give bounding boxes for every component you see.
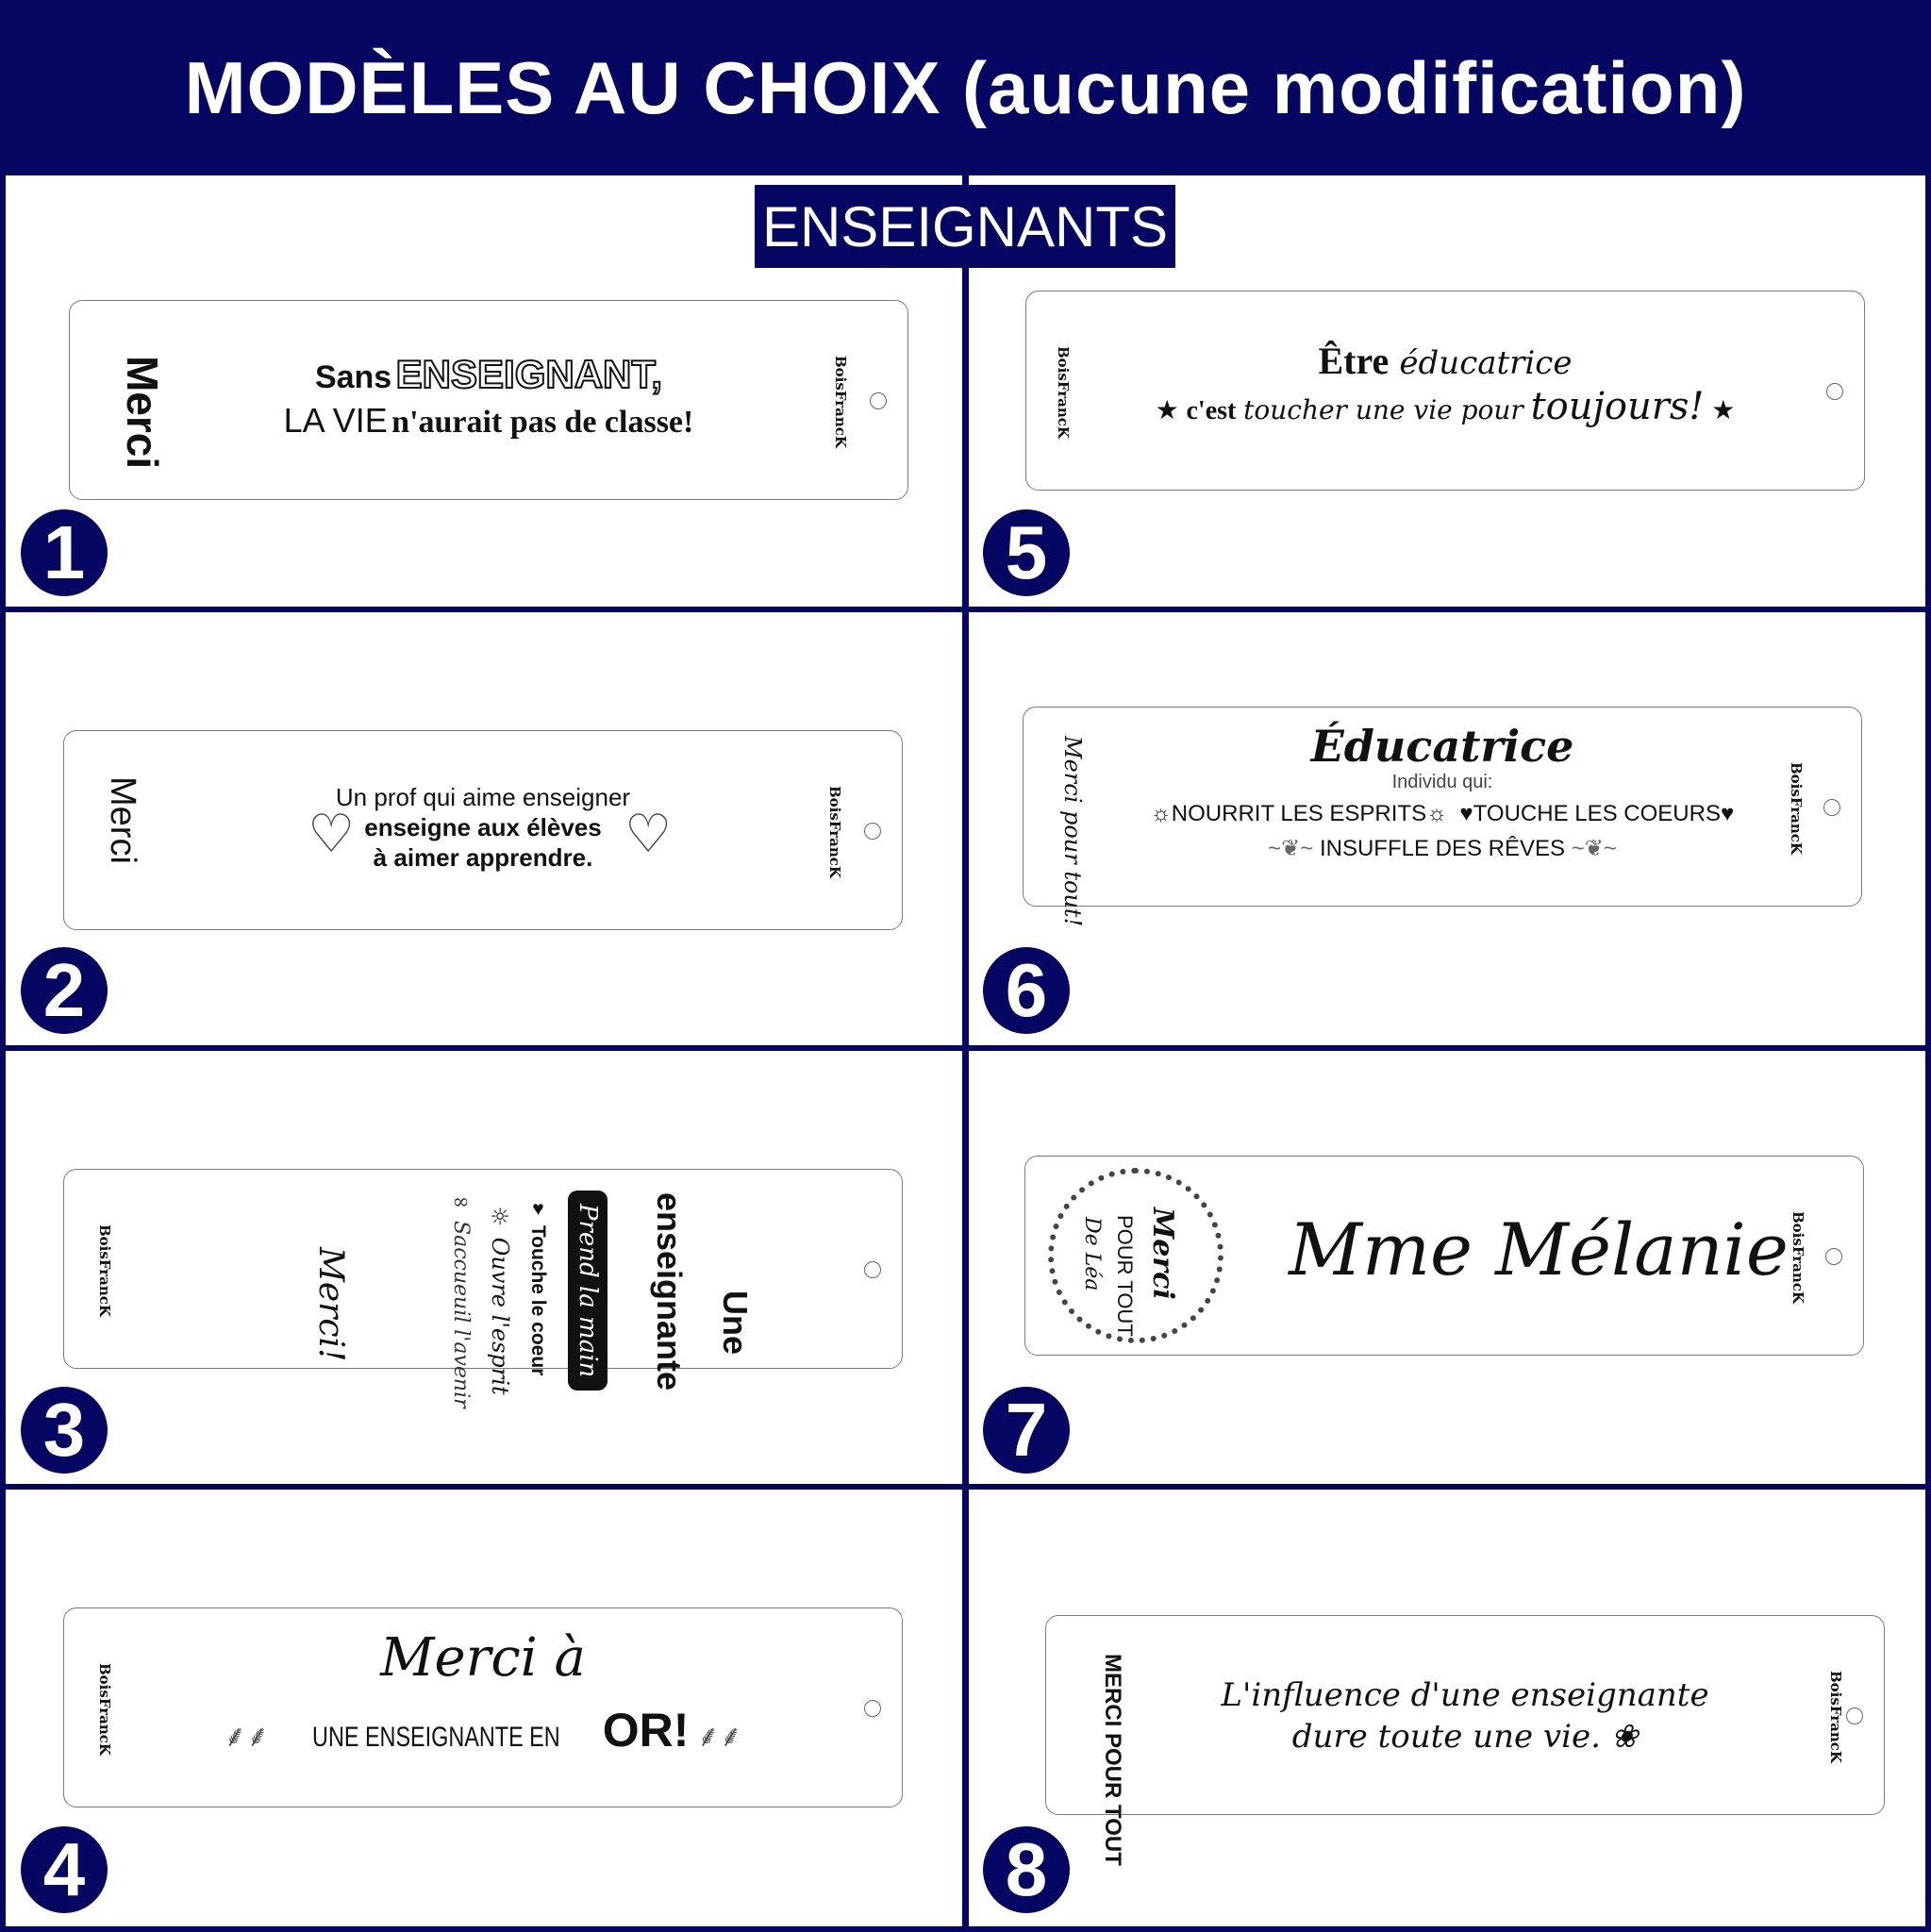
quote: [64, 782, 902, 873]
star-icon: ★: [1711, 395, 1736, 425]
bookmark-hole: [864, 1261, 881, 1278]
quote-line: ♥ Touche le coeur: [527, 1198, 549, 1376]
heart-icon: ♡: [308, 804, 356, 863]
model-number-6[interactable]: 6: [983, 947, 1070, 1034]
quote-banner: Prend la main: [568, 1191, 608, 1391]
bookmark-model-5[interactable]: [1025, 291, 1865, 491]
brand-mark: BoisFrancK: [96, 1224, 113, 1317]
row-divider: [0, 1045, 1931, 1051]
quote-line: n'aurait pas de classe!: [391, 405, 694, 440]
quote-line: à aimer apprendre.: [373, 843, 593, 872]
teacher-name: Mme Mélanie: [1289, 1208, 1789, 1291]
quote: Éducatrice Individu qui: ☼NOURRIT LES ESPRITS☼ ♥TOUCHE LES COEURS♥ ~❦~ INSUFFLE DES RÊVES ~❦~: [1024, 721, 1861, 862]
quote-subtitle: Individu qui:: [1391, 772, 1493, 792]
brand-mark: BoisFrancK: [1055, 346, 1072, 439]
heart-icon: ♡: [624, 804, 673, 863]
bookmark-hole: [1823, 799, 1840, 816]
quote: [70, 352, 907, 441]
quote-word: LA VIE: [283, 401, 388, 440]
heart-icon: ♥: [1720, 801, 1735, 826]
quote-line: ⸙⸙ UNE ENSEIGNANTE EN OR! ⸙⸙: [224, 1704, 742, 1757]
side-text: MERCI POUR TOUT: [1100, 1654, 1125, 1866]
model-number-5[interactable]: 5: [983, 509, 1070, 596]
bookmark-model-8[interactable]: [1045, 1615, 1885, 1866]
bookmark-model-3[interactable]: [63, 1169, 903, 1408]
leaf-icon: ~❦~: [1571, 836, 1617, 861]
laurel-icon: ⸙⸙: [224, 1719, 270, 1753]
wreath-text: POUR TOUT: [1113, 1215, 1137, 1337]
side-text: Merci: [118, 356, 167, 470]
model-number-4[interactable]: 4: [21, 1826, 108, 1913]
lightbulb-icon: ☼: [1150, 801, 1172, 826]
quote-highlight: ENSEIGNANT,: [395, 352, 663, 396]
bookmark-hole: [1825, 1248, 1842, 1265]
quote-line: ∞ Saccueuil l'avenir: [449, 1191, 473, 1408]
column-divider: [962, 175, 969, 1932]
brand-mark: BoisFrancK: [1790, 1211, 1806, 1304]
star-icon: ★: [1155, 395, 1179, 425]
wreath-text: Merci: [1146, 1208, 1179, 1300]
quote-title: Merci à: [380, 1627, 586, 1689]
quote: Être éducatrice ★ c'est toucher une vie pour toujours! ★: [1155, 340, 1736, 428]
lightbulb-icon: ☼: [487, 1204, 513, 1230]
quote-line: Un prof qui aime enseigner: [335, 783, 631, 811]
model-number-7[interactable]: 7: [983, 1387, 1070, 1474]
heart-icon: ♥: [527, 1198, 549, 1220]
quote-title: Éducatrice: [1310, 721, 1574, 772]
model-number-3[interactable]: 3: [21, 1387, 108, 1474]
bookmark-model-7[interactable]: [1024, 1156, 1864, 1356]
brand-mark: BoisFrancK: [1788, 762, 1805, 855]
laurel-icon: ⸙⸙: [696, 1719, 742, 1753]
row-divider: [0, 607, 1931, 612]
quote-line: L'influence d'une enseignante: [1221, 1676, 1709, 1714]
model-number-1[interactable]: 1: [21, 509, 108, 596]
quote-word: Sans: [314, 359, 392, 395]
category-label: ENSEIGNANTS: [755, 185, 1175, 268]
heart-icon: ♥: [1459, 801, 1473, 826]
brand-mark: BoisFrancK: [1827, 1671, 1844, 1763]
bookmark-hole: [864, 823, 881, 840]
model-number-2[interactable]: 2: [21, 947, 108, 1034]
quote: [1046, 1676, 1884, 1756]
side-text: Merci pour tout!: [1059, 736, 1086, 927]
row-divider: [0, 1484, 1931, 1490]
bookmark-model-2[interactable]: [63, 730, 903, 930]
quote-line: enseigne aux élèves: [364, 813, 602, 841]
bookmark-model-1[interactable]: [69, 300, 908, 500]
bookmark-model-6[interactable]: [1023, 707, 1862, 927]
lightbulb-icon: ☼: [1426, 801, 1448, 826]
swirl-icon: ∞: [449, 1191, 473, 1214]
bookmark-hole: [870, 392, 887, 409]
bookmark-hole: [1846, 1707, 1863, 1724]
rose-icon: ❀: [1610, 1718, 1639, 1756]
brand-mark: BoisFrancK: [832, 356, 849, 448]
side-text: Merci: [103, 776, 142, 864]
wreath-text: De Léa: [1080, 1217, 1104, 1291]
quote-title: Une: [716, 1291, 755, 1356]
page-title: MODÈLES AU CHOIX (aucune modification): [0, 0, 1931, 175]
quote-line: ☼ Ouvre l'esprit: [487, 1204, 513, 1395]
quote-title: enseignante: [650, 1192, 689, 1391]
model-number-8[interactable]: 8: [983, 1826, 1070, 1913]
quote-highlight: OR!: [602, 1704, 690, 1757]
bookmark-model-4[interactable]: [63, 1607, 903, 1807]
brand-mark: BoisFrancK: [826, 786, 843, 878]
brand-mark: BoisFrancK: [96, 1663, 113, 1756]
quote-line: dure toute une vie.: [1291, 1718, 1601, 1756]
side-text: Merci!: [311, 1247, 350, 1362]
leaf-icon: ~❦~: [1268, 836, 1314, 861]
bookmark-hole: [864, 1700, 881, 1717]
bookmark-hole: [1826, 383, 1843, 400]
